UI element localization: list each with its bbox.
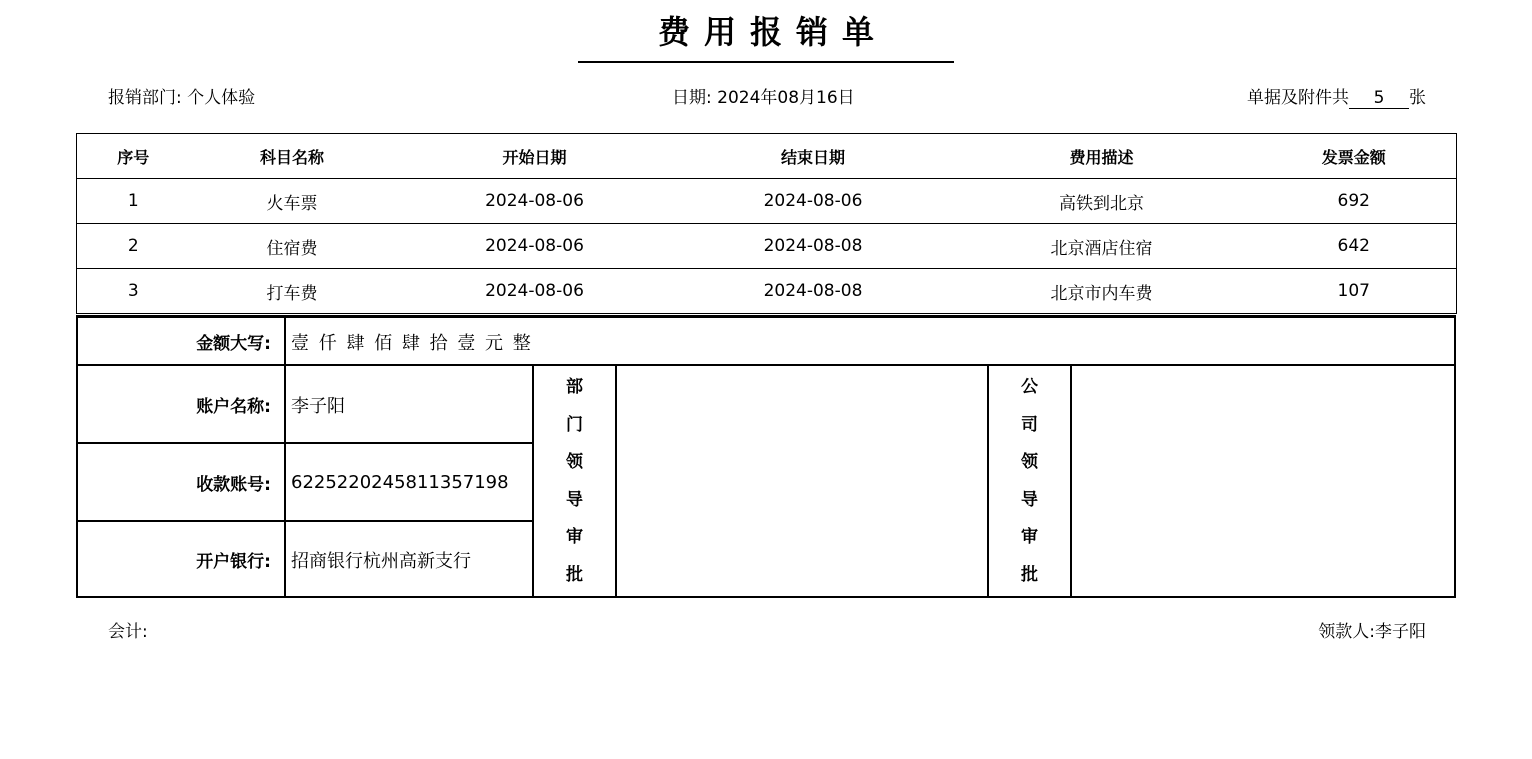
cell-index: 3	[77, 269, 190, 314]
company-approval-char: 司	[1021, 414, 1038, 435]
department-approval-char: 导	[566, 489, 583, 510]
department-label: 报销部门:	[108, 88, 182, 108]
attachment-suffix: 张	[1409, 88, 1426, 108]
cell-index: 2	[77, 224, 190, 269]
department-approval-char: 领	[566, 452, 583, 473]
accountant-field	[108, 620, 148, 644]
company-approval-label	[989, 366, 1070, 596]
cell-amount: 107	[1252, 269, 1457, 314]
department-approval-signature-area[interactable]	[617, 366, 987, 596]
bank-label: 开户银行:	[196, 552, 271, 572]
cell-description: 北京酒店住宿	[952, 224, 1252, 269]
amount-words-value: 壹 仟 肆 佰 肆 拾 壹 元 整	[291, 332, 533, 354]
header-start-date: 开始日期	[395, 134, 675, 179]
attachment-field	[1247, 86, 1426, 110]
company-approval-signature-area[interactable]	[1072, 366, 1454, 596]
bank-value: 招商银行杭州高新支行	[291, 550, 471, 572]
form-title: 费用报销单	[657, 13, 888, 51]
department-approval-char: 部	[566, 377, 583, 397]
payment-approval-section	[76, 315, 1456, 598]
cell-end-date: 2024-08-06	[675, 179, 952, 224]
cell-subject: 火车票	[190, 179, 395, 224]
expense-items-table	[76, 133, 1457, 314]
cell-description: 高铁到北京	[952, 179, 1252, 224]
header-description: 费用描述	[952, 134, 1252, 179]
company-approval-char: 审	[1021, 527, 1038, 548]
company-approval-char: 批	[1021, 564, 1038, 585]
cell-end-date: 2024-08-08	[675, 269, 952, 314]
table-row	[77, 179, 1457, 224]
recipient-field	[1318, 620, 1426, 644]
account-number-label: 收款账号:	[196, 475, 271, 495]
cell-amount: 692	[1252, 179, 1457, 224]
department-approval-char: 批	[566, 564, 583, 585]
recipient-label: 领款人:	[1318, 622, 1375, 642]
table-row	[77, 224, 1457, 269]
cell-start-date: 2024-08-06	[395, 224, 675, 269]
accountant-label: 会计:	[108, 622, 148, 642]
company-approval-char: 公	[1021, 377, 1038, 397]
header-end-date: 结束日期	[675, 134, 952, 179]
cell-subject: 打车费	[190, 269, 395, 314]
attachment-count[interactable]: 5	[1349, 88, 1409, 109]
table-header-row	[77, 134, 1457, 179]
cell-start-date: 2024-08-06	[395, 269, 675, 314]
cell-amount: 642	[1252, 224, 1457, 269]
cell-index: 1	[77, 179, 190, 224]
title-underline	[578, 61, 954, 63]
company-approval-char: 导	[1021, 489, 1038, 510]
account-name-value: 李子阳	[291, 395, 345, 417]
company-approval-char: 领	[1021, 452, 1038, 473]
attachment-prefix: 单据及附件共	[1247, 88, 1349, 108]
recipient-value: 李子阳	[1375, 622, 1426, 642]
department-value: 个人体验	[187, 88, 256, 108]
header-index: 序号	[77, 134, 190, 179]
amount-words-label: 金额大写:	[196, 334, 271, 354]
date-value: 2024年08月16日	[717, 88, 855, 108]
department-field	[108, 86, 255, 110]
date-field	[672, 86, 855, 110]
header-subject: 科目名称	[190, 134, 395, 179]
header-amount: 发票金额	[1252, 134, 1457, 179]
table-row	[77, 269, 1457, 314]
department-approval-char: 审	[566, 527, 583, 548]
cell-start-date: 2024-08-06	[395, 179, 675, 224]
cell-end-date: 2024-08-08	[675, 224, 952, 269]
cell-subject: 住宿费	[190, 224, 395, 269]
cell-description: 北京市内车费	[952, 269, 1252, 314]
department-approval-label	[534, 366, 615, 596]
department-approval-char: 门	[566, 414, 583, 435]
account-number-value: 6225220245811357198	[291, 472, 509, 493]
date-label: 日期:	[672, 88, 712, 108]
account-name-label: 账户名称:	[196, 397, 271, 417]
